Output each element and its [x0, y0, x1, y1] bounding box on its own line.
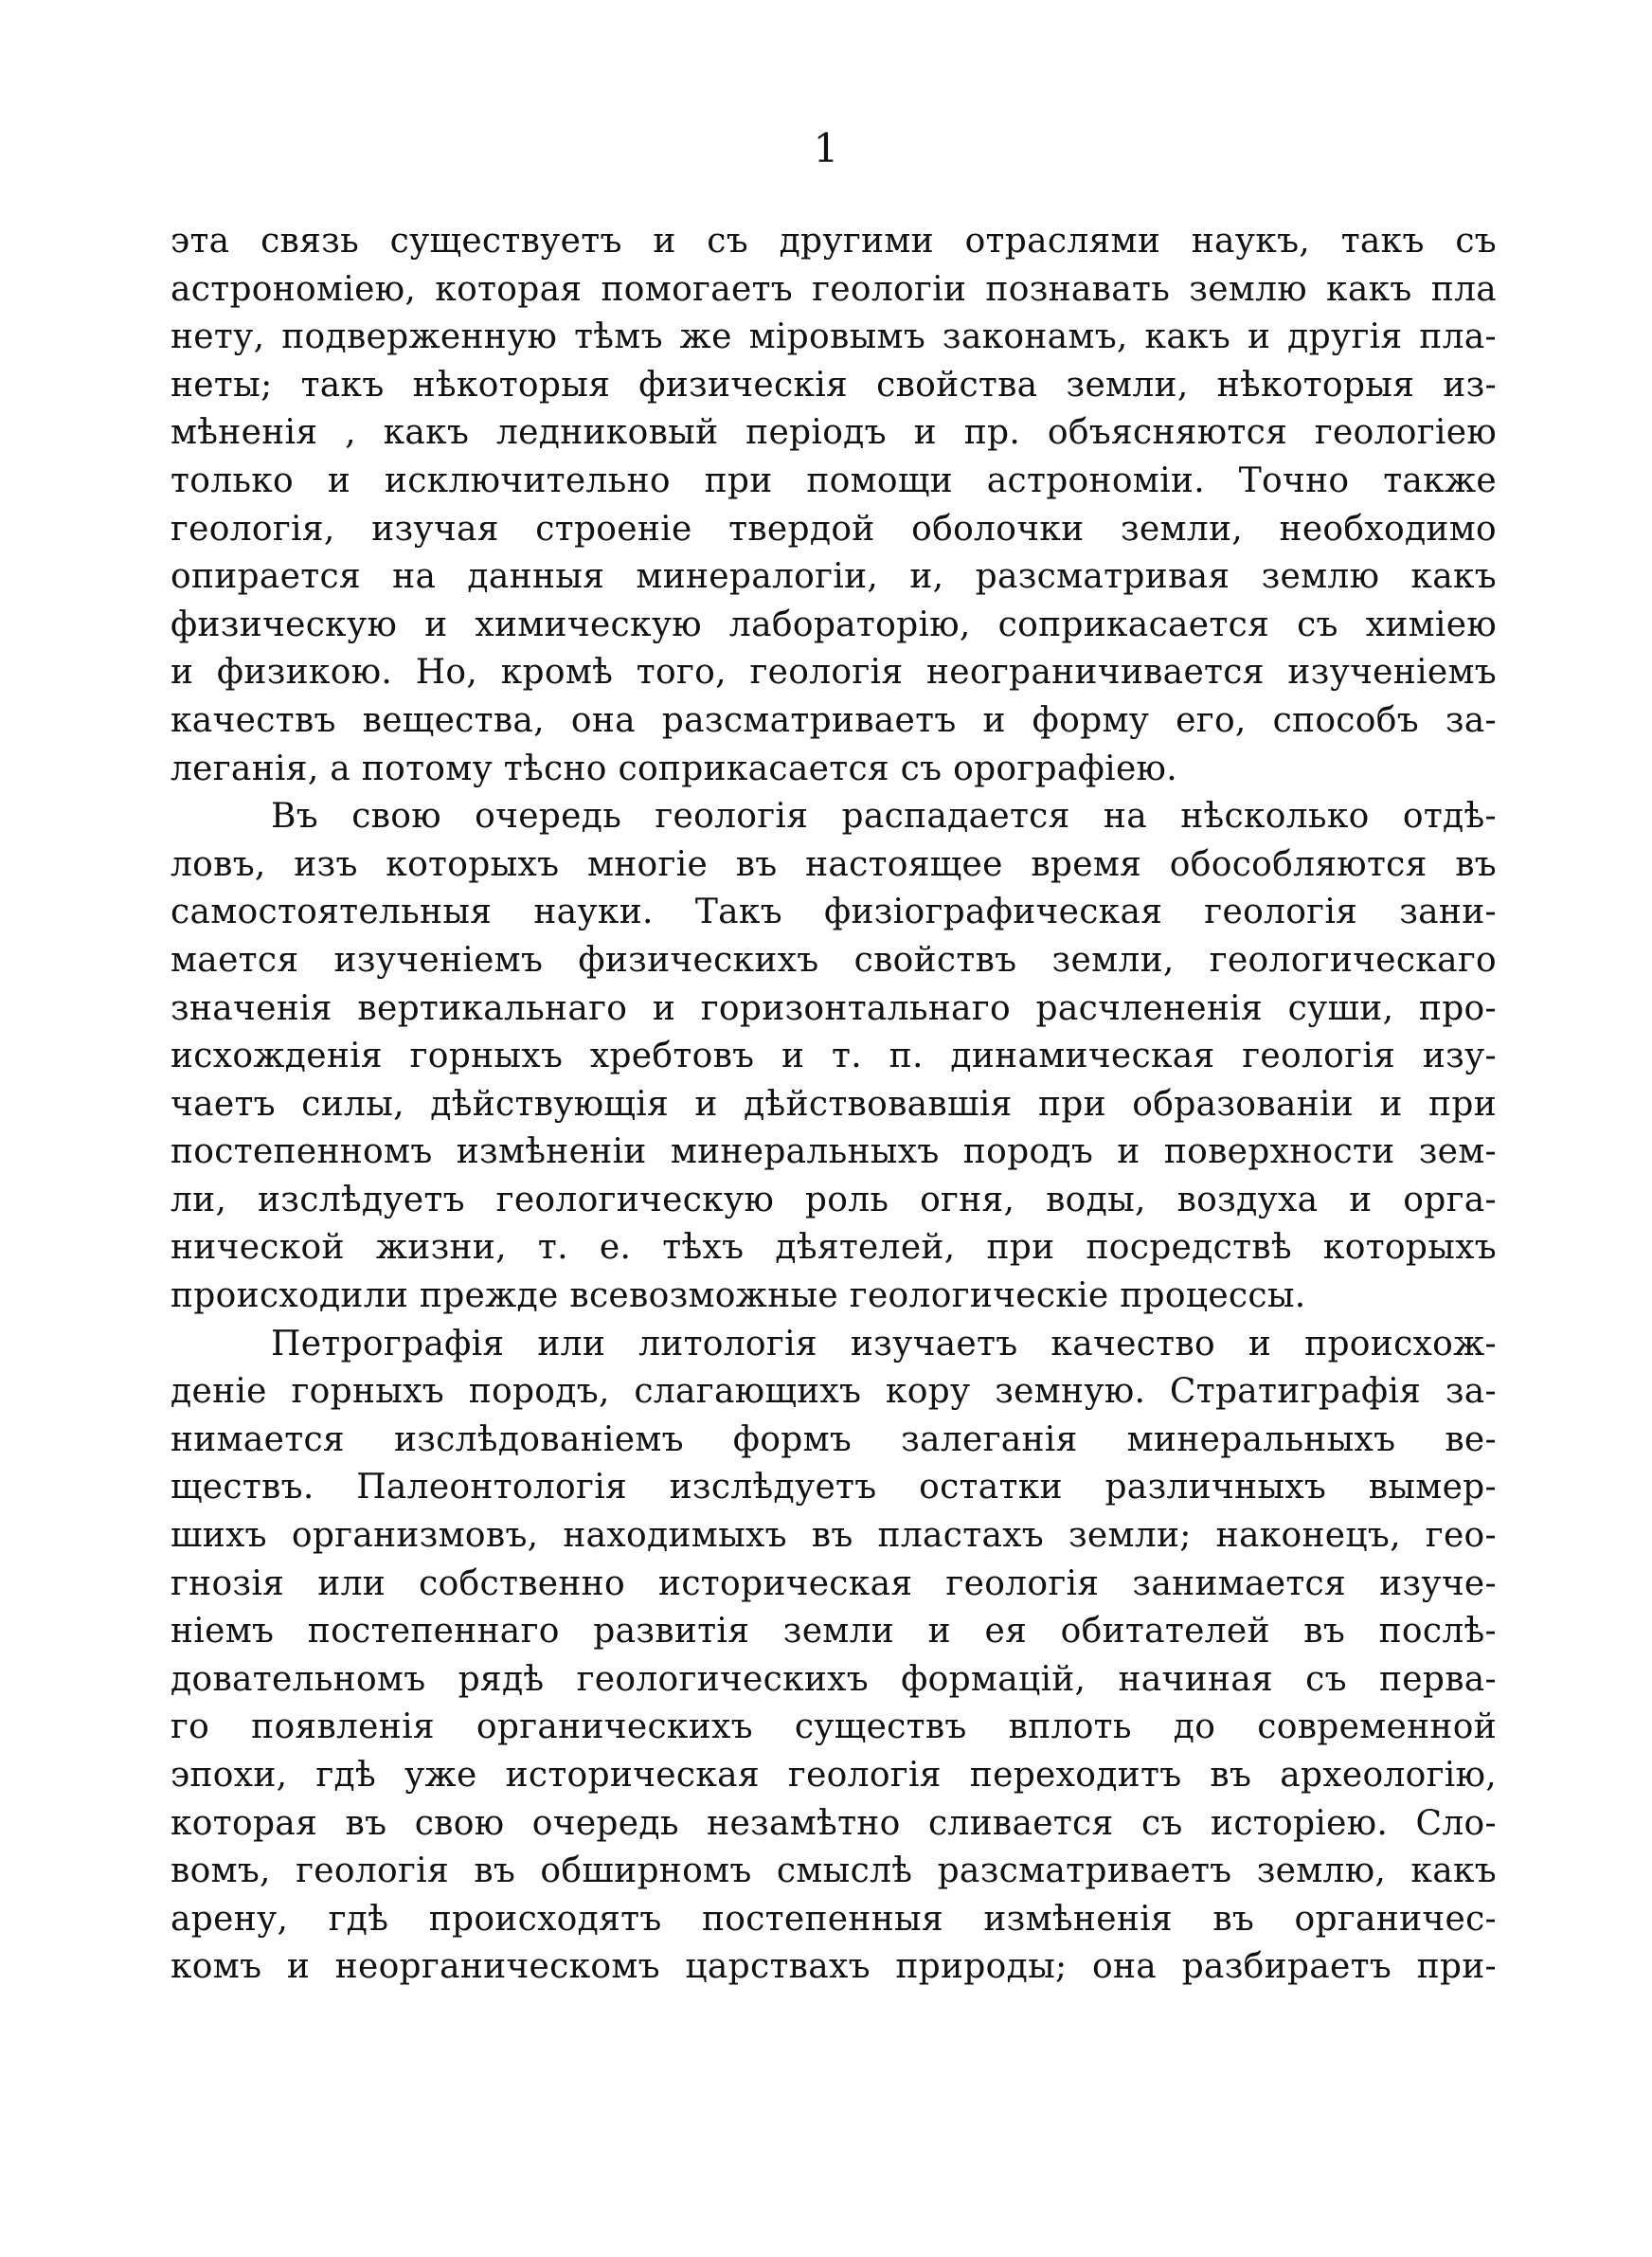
text-line: происходили прежде всевозможные геологическіе процессы.: [171, 1276, 1306, 1316]
text-line: самостоятельныя науки. Такъ физіографическая геологія зани-: [171, 893, 1497, 932]
body-text: [171, 218, 1497, 1992]
page-number: 1: [813, 125, 839, 172]
text-line: геологія, изучая строеніе твердой оболочки земли, необходимо: [171, 509, 1497, 549]
text-line: ніемъ постепеннаго развитія земли и ея обитателей въ послѣ-: [171, 1612, 1497, 1652]
text-line: качествъ вещества, она разсматриваетъ и форму его, способъ за-: [171, 700, 1497, 740]
text-line: шихъ организмовъ, находимыхъ въ пластахъ земли; наконецъ, гео-: [171, 1516, 1497, 1556]
text-line: ловъ, изъ которыхъ многіе въ настоящее время обособляются въ: [171, 844, 1497, 884]
text-line: мается изученіемъ физическихъ свойствъ земли, геологическаго: [171, 940, 1497, 980]
text-line: ществъ. Палеонтологія изслѣдуетъ остатки различныхъ вымер-: [171, 1468, 1497, 1508]
text-line: и физикою. Но, кромѣ того, геологія неограничивается изученіемъ: [171, 653, 1497, 693]
text-line: арену, гдѣ происходятъ постепенныя измѣненія въ органичес-: [171, 1899, 1497, 1939]
text-line: Въ свою очередь геологія распадается на нѣсколько отдѣ-: [271, 797, 1497, 837]
text-line: постепенномъ измѣненіи минеральныхъ породъ и поверхности зем-: [171, 1132, 1497, 1172]
text-line: Петрографія или литологія изучаетъ качество и происхож-: [271, 1324, 1497, 1363]
text-line: которая въ свою очередь незамѣтно сливается съ исторіею. Сло-: [171, 1803, 1497, 1843]
text-line: астрономіею, которая помогаетъ геологіи познавать землю какъ пла: [171, 269, 1497, 309]
text-line: значенія вертикальнаго и горизонтальнаго расчлененія суши, про-: [171, 988, 1497, 1028]
text-line: деніе горныхъ породъ, слагающихъ кору земную. Стратиграфія за-: [171, 1372, 1497, 1412]
text-line: вомъ, геологія въ обширномъ смыслѣ разсматриваетъ землю, какъ: [171, 1851, 1497, 1891]
text-line: чаетъ силы, дѣйствующія и дѣйствовавшія при образованіи и при: [171, 1084, 1497, 1124]
text-line: опирается на данныя минералогіи, и, разсматривая землю какъ: [171, 557, 1497, 597]
text-line: нической жизни, т. е. тѣхъ дѣятелей, при посредствѣ которыхъ: [171, 1228, 1497, 1268]
text-line: физическую и химическую лабораторію, соприкасается съ химіею: [171, 605, 1497, 644]
text-line: го появленія органическихъ существъ вплоть до современной: [171, 1707, 1497, 1747]
text-line: нету, подверженную тѣмъ же міровымъ законамъ, какъ и другія пла-: [171, 317, 1497, 357]
text-line: исхожденія горныхъ хребтовъ и т. п. динамическая геологія изу-: [171, 1037, 1497, 1076]
text-line: нимается изслѣдованіемъ формъ залеганія минеральныхъ ве-: [171, 1419, 1497, 1459]
text-line: неты; такъ нѣкоторыя физическія свойства земли, нѣкоторыя из-: [171, 365, 1497, 405]
text-line: гнозія или собственно историческая геологія занимается изуче-: [171, 1563, 1497, 1603]
text-line: комъ и неорганическомъ царствахъ природы; она разбираетъ при-: [171, 1947, 1497, 1987]
text-line: леганія, а потому тѣсно соприкасается съ орографіею.: [171, 749, 1177, 788]
text-line: эпохи, гдѣ уже историческая геологія переходитъ въ археологію,: [171, 1756, 1497, 1795]
text-line: только и исключительно при помощи астрономіи. Точно также: [171, 460, 1497, 500]
text-line: эта связь существуетъ и съ другими отраслями наукъ, такъ съ: [171, 222, 1497, 261]
text-line: довательномъ рядѣ геологическихъ формацій, начиная съ перва-: [171, 1659, 1497, 1699]
text-line: ли, изслѣдуетъ геологическую роль огня, воды, воздуха и орга-: [171, 1180, 1497, 1219]
text-line: мѣненія , какъ ледниковый періодъ и пр. объясняются геологіею: [171, 413, 1497, 453]
